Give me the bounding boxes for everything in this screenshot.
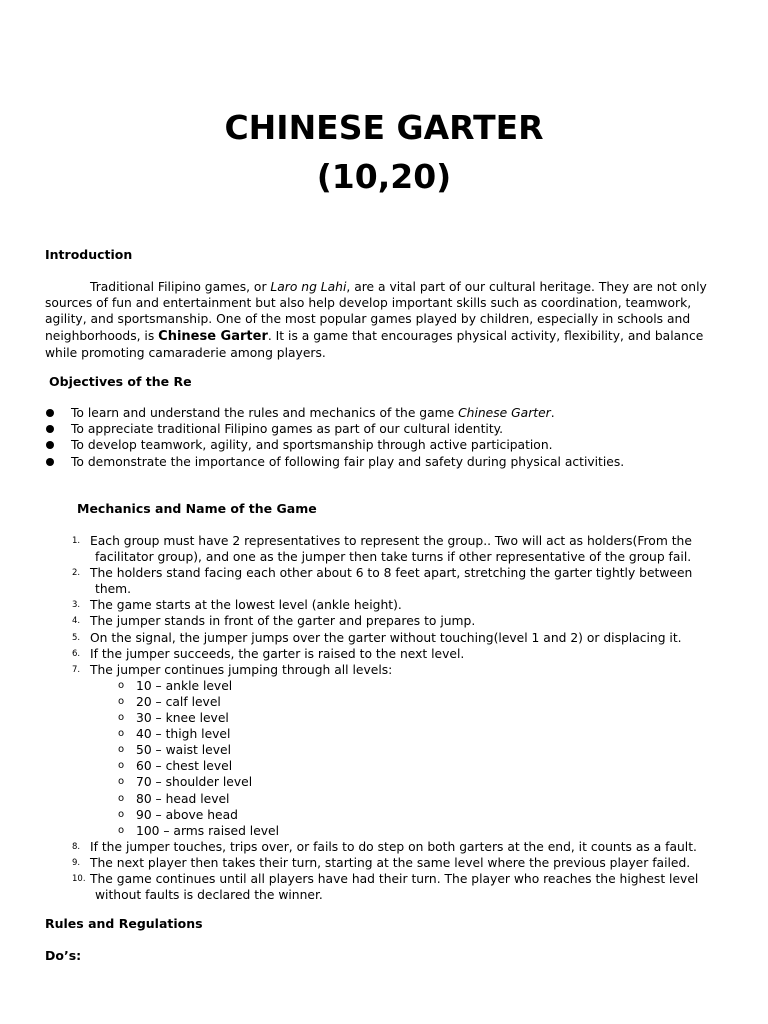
sub-bullet-icon: o [118, 808, 125, 820]
list-item [72, 839, 722, 855]
objective-text: To develop teamwork, agility, and sportsmanship through active participation. [71, 438, 553, 453]
step-number: 7. [72, 664, 81, 675]
list-item [118, 726, 722, 742]
step-number: 3. [72, 600, 81, 611]
introduction-paragraph [45, 279, 725, 361]
step-text: The game starts at the lowest level (ankle height). [90, 598, 402, 613]
level-text: 90 – above head [136, 807, 238, 822]
step-text: On the signal, the jumper jumps over the garter without touching(level 1 and 2) or displacing it. [90, 630, 682, 645]
document-title: CHINESE GARTER [224, 108, 544, 147]
list-item [118, 758, 722, 774]
step-number: 6. [72, 648, 81, 659]
sub-bullet-icon: o [118, 776, 125, 788]
objective-emphasis: Chinese Garter [458, 406, 551, 420]
step-text: If the jumper touches, trips over, or fails to do step on both garters at the end, it counts as a fault. [90, 839, 697, 854]
intro-text-3: . It is a game that encourages physical activity, flexibility, and balance while promoting camaraderie among players. [45, 328, 704, 360]
mechanics-steps-list [72, 533, 722, 903]
list-item [72, 646, 722, 662]
mechanics-heading: Mechanics and Name of the Game [77, 501, 317, 516]
list-item [72, 597, 722, 613]
list-item [45, 405, 735, 421]
objective-text: To appreciate traditional Filipino games as part of our cultural identity. [71, 422, 504, 437]
level-text: 80 – head level [136, 791, 230, 806]
sub-bullet-icon: o [118, 712, 125, 724]
step-text-continued: facilitator group), and one as the jumper then take turns if other representative of the group fail. [95, 550, 692, 565]
step-text: The game continues until all players have had their turn. The player who reaches the highest level [90, 871, 699, 886]
level-text: 60 – chest level [136, 759, 233, 774]
list-item [118, 694, 722, 710]
bullet-icon [46, 409, 54, 417]
list-item [45, 437, 735, 453]
step-text: The jumper continues jumping through all levels: [90, 662, 393, 677]
list-item [72, 565, 722, 597]
intro-text-2: , are a vital part of our cultural heritage. They are not only sources of fun and entertainment but also help develop important skills such as coordination, teamwork, agility, and sportsmanship. One of the most popular games played by children, especially in schools and neighborhoods, is [45, 280, 707, 343]
list-item [72, 662, 722, 839]
introduction-heading: Introduction [45, 247, 133, 262]
rules-heading: Rules and Regulations [45, 916, 203, 931]
sub-bullet-icon: o [118, 792, 125, 804]
list-item [118, 742, 722, 758]
step-text-continued: without faults is declared the winner. [95, 888, 323, 903]
step-number: 10. [72, 873, 86, 884]
objectives-list [45, 405, 735, 470]
sub-bullet-icon: o [118, 744, 125, 756]
bullet-icon [46, 458, 54, 466]
list-item [118, 791, 722, 807]
step-text: The next player then takes their turn, starting at the same level where the previous player failed. [90, 855, 691, 870]
step-text: If the jumper succeeds, the garter is raised to the next level. [90, 646, 465, 661]
dos-heading: Do’s: [45, 948, 82, 963]
intro-text-1: Traditional Filipino games, or [90, 280, 271, 294]
level-text: 30 – knee level [136, 711, 229, 726]
sub-bullet-icon: o [118, 728, 125, 740]
step-text: Each group must have 2 representatives to represent the group.. Two will act as holders(From the [90, 534, 692, 548]
list-item [118, 678, 722, 694]
list-item [72, 630, 722, 646]
step-number: 1. [72, 536, 81, 546]
step-number: 8. [72, 841, 81, 852]
level-text: 20 – calf level [136, 694, 221, 709]
level-text: 70 – shoulder level [136, 775, 253, 790]
intro-strong: Chinese Garter [158, 328, 268, 344]
list-item [72, 533, 722, 565]
list-item [45, 454, 735, 470]
level-text: 40 – thigh level [136, 727, 231, 742]
list-item [72, 613, 722, 629]
list-item [118, 710, 722, 726]
bullet-icon [46, 441, 54, 449]
document-subtitle: (10,20) [316, 157, 452, 196]
level-text: 10 – ankle level [136, 678, 233, 693]
intro-emphasis: Laro ng Lahi [270, 280, 347, 294]
step-text-continued: them. [95, 582, 132, 597]
objective-tail: . [550, 406, 555, 420]
sub-bullet-icon: o [118, 760, 125, 772]
objective-text: To learn and understand the rules and mechanics of the game [71, 406, 459, 420]
list-item [72, 871, 722, 903]
bullet-icon [46, 425, 54, 433]
objectives-heading: Objectives of the Re [49, 374, 192, 389]
step-number: 5. [72, 632, 81, 643]
step-text: The holders stand facing each other about 6 to 8 feet apart, stretching the garter tightly between [90, 566, 693, 581]
level-text: 100 – arms raised level [136, 823, 280, 838]
list-item [118, 774, 722, 790]
levels-sublist [90, 678, 722, 839]
sub-bullet-icon: o [118, 824, 125, 836]
step-number: 2. [72, 568, 81, 579]
sub-bullet-icon: o [118, 695, 125, 707]
sub-bullet-icon: o [118, 679, 125, 691]
list-item [72, 855, 722, 871]
list-item [45, 421, 735, 437]
step-number: 9. [72, 857, 81, 868]
list-item [118, 823, 722, 839]
step-text: The jumper stands in front of the garter and prepares to jump. [90, 614, 476, 629]
step-number: 4. [72, 616, 81, 627]
objective-text: To demonstrate the importance of following fair play and safety during physical activities. [71, 454, 625, 469]
list-item [118, 807, 722, 823]
level-text: 50 – waist level [136, 743, 232, 758]
